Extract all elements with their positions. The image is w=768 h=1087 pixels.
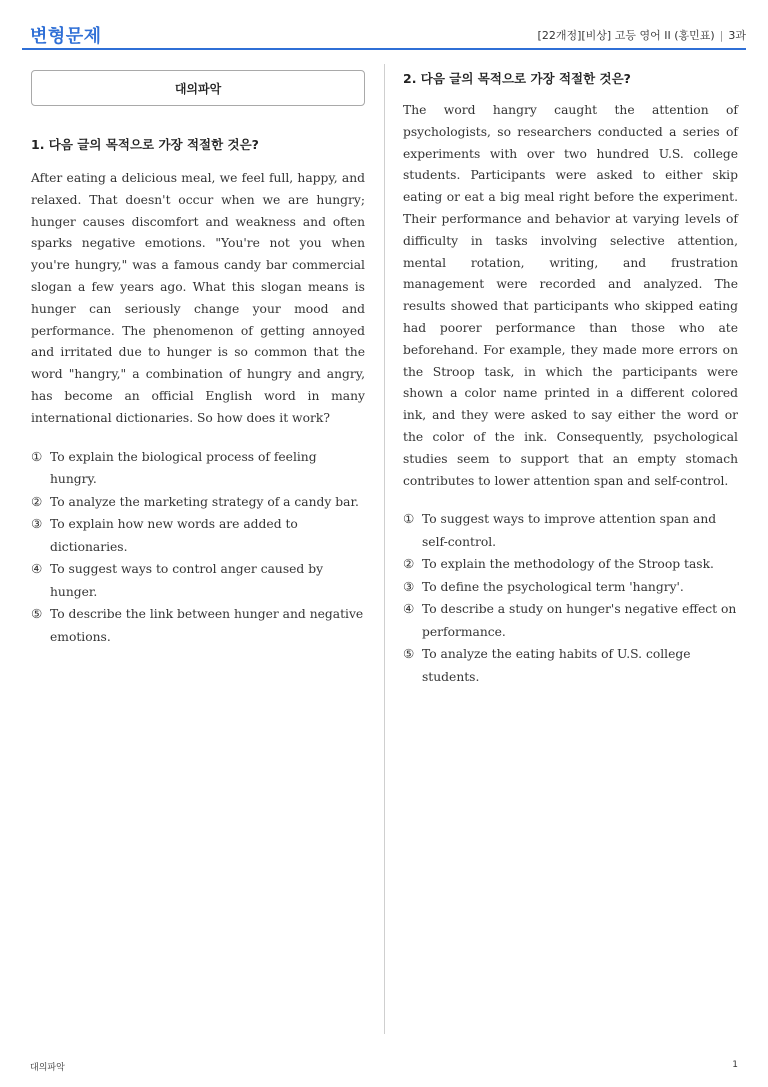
option-text: To analyze the marketing strategy of a candy bar. (50, 494, 359, 509)
option-text: To analyze the eating habits of U.S. college students. (422, 647, 691, 684)
header-separator: | (719, 29, 724, 42)
question-2-options (403, 508, 738, 688)
option-text: To suggest ways to control anger caused by hunger. (50, 562, 324, 599)
question-1-passage: After eating a delicious meal, we feel full, happy, and relaxed. That doesn't occur when we are hungry; hunger causes discomfort and weakness and often sparks negative emotions. "You're not you when you're hungry," was a famous candy bar commercial slogan a few years ago. What this slogan means is hunger can seriously change your mood and performance. The phenomenon of getting annoyed and irritated due to hunger is so common that the word "hangry," a combination of hungry and angry, has become an official English word in many international dictionaries. So how does it work? (31, 171, 365, 425)
option-item[interactable] (31, 558, 365, 603)
question-2-passage: The word hangry caught the attention of psychologists, so researchers conducted a series of experiments with over two hundred U.S. college students. Participants were asked to either skip eating or eat a big meal right before the experiment. Their performance and behavior at varying levels of difficulty in tasks involving selective attention, mental rotation, writing, and frustration management were recorded and analyzed. The results showed that participants who skipped eating had poorer performance than those who ate beforehand. For example, they made more errors on the Stroop task, in which the participants were shown a color name printed in a different colored ink, and they were asked to say either the word or the color of the ink. Consequently, psychological studies seem to support that an empty stomach contributes to lower attention span and self-control. (403, 103, 738, 488)
topic-box: 대의파악 (31, 70, 365, 106)
question-1-title: 1. 다음 글의 목적으로 가장 적절한 것은? (31, 137, 259, 152)
option-number: ④ (403, 601, 415, 617)
question-2-title: 2. 다음 글의 목적으로 가장 적절한 것은? (403, 71, 631, 86)
left-column (31, 70, 365, 648)
header-rule (22, 48, 746, 50)
option-item[interactable] (403, 553, 738, 576)
right-column (403, 70, 738, 688)
option-number: ③ (403, 578, 415, 594)
option-item[interactable] (31, 603, 365, 648)
option-text: To explain the methodology of the Stroop task. (422, 557, 714, 572)
option-number: ③ (31, 516, 43, 532)
option-number: ⑤ (403, 646, 415, 662)
question-1-options (31, 446, 365, 649)
option-text: To explain how new words are added to dictionaries. (50, 517, 298, 554)
option-item[interactable] (403, 598, 738, 643)
option-text: To describe the link between hunger and negative emotions. (50, 607, 364, 644)
option-text: To suggest ways to improve attention span and self-control. (422, 512, 717, 549)
option-number: ② (403, 556, 415, 572)
page-number: 1 (732, 1060, 738, 1070)
option-number: ① (31, 448, 43, 464)
option-item[interactable] (403, 576, 738, 599)
option-number: ② (31, 493, 43, 509)
course-title: [22개정][비상] 고등 영어 II (홍민표) (537, 29, 715, 42)
option-number: ① (403, 511, 415, 527)
brand-title: 변형문제 (30, 26, 102, 47)
option-text: To define the psychological term 'hangry'. (422, 579, 684, 594)
column-divider (384, 64, 385, 1034)
option-item[interactable] (31, 446, 365, 491)
option-item[interactable] (403, 508, 738, 553)
footer-section-label: 대의파악 (30, 1063, 65, 1073)
option-item[interactable] (31, 513, 365, 558)
option-text: To explain the biological process of feeling hungry. (50, 449, 317, 487)
option-item[interactable] (403, 643, 738, 688)
option-number: ④ (31, 561, 43, 577)
page-header (30, 22, 746, 48)
option-text: To describe a study on hunger's negative effect on performance. (422, 602, 737, 639)
option-number: ⑤ (31, 606, 43, 622)
course-info (538, 27, 746, 43)
option-item[interactable] (31, 491, 365, 514)
lesson-label: 3과 (728, 29, 746, 42)
